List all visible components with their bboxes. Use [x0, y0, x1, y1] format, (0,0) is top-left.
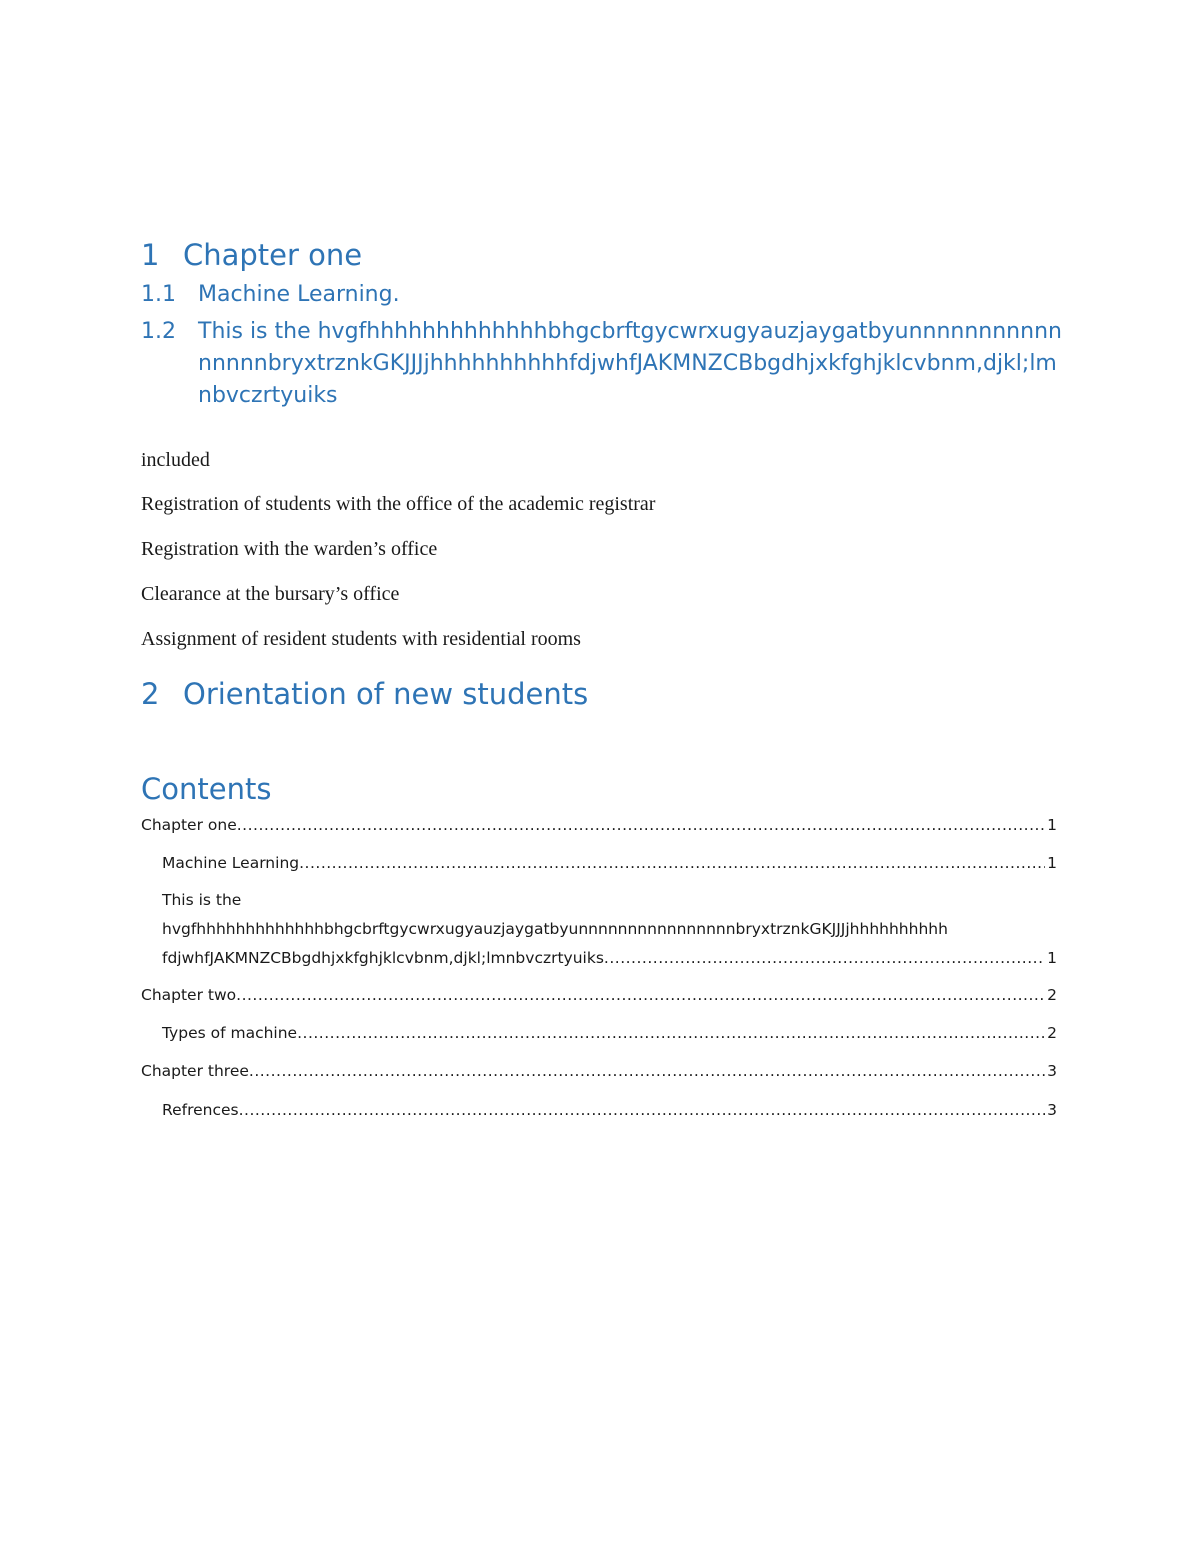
toc-entry-refrences[interactable] — [162, 1101, 1057, 1120]
toc-leader-dots — [236, 986, 1045, 1005]
heading-text: This is the hvgfhhhhhhhhhhhhhbhgcbrftgycwrxugyauzjaygatbyunnnnnnnnnnnnnnnnbryxtrznkGKJJJjhhhhhhhhhhfdjwhfJAKMNZCBbgdhjxkfghjklcvbnm,djkl;lmnbvczrtyuiks — [198, 319, 1062, 408]
paragraph-item: Assignment of resident students with residential rooms — [141, 628, 581, 650]
toc-page-number: 3 — [1047, 1062, 1057, 1080]
heading-number: 1.2 — [141, 319, 176, 344]
toc-leader-dots — [604, 949, 1045, 968]
heading-number: 1.1 — [141, 282, 176, 307]
toc-leader-dots — [239, 1101, 1046, 1120]
toc-label: Refrences — [162, 1101, 239, 1119]
toc-page-number: 2 — [1047, 1024, 1057, 1042]
toc-leader-dots — [237, 816, 1045, 835]
toc-entry-types-of-machine[interactable] — [162, 1024, 1057, 1043]
paragraph-item: Clearance at the bursary’s office — [141, 583, 400, 605]
toc-page-number: 3 — [1047, 1101, 1057, 1119]
toc-label: Chapter three — [141, 1062, 249, 1080]
heading-chapter-one — [141, 238, 362, 272]
heading-number: 1 — [141, 238, 160, 272]
toc-page-number: 1 — [1047, 854, 1057, 872]
heading-number: 2 — [141, 677, 160, 711]
heading-text: Orientation of new students — [183, 677, 589, 711]
heading-machine-learning — [141, 279, 1068, 311]
toc-label: Types of machine — [162, 1024, 298, 1042]
heading-orientation — [141, 677, 588, 711]
heading-text: Machine Learning. — [198, 282, 400, 307]
toc-label: Chapter one — [141, 816, 237, 834]
heading-text: Chapter one — [183, 238, 363, 272]
paragraph-included: included — [141, 449, 210, 471]
toc-page-number: 1 — [1047, 816, 1057, 834]
contents-title: Contents — [141, 772, 272, 806]
toc-entry-chapter-three[interactable] — [141, 1062, 1057, 1081]
toc-leader-dots — [249, 1062, 1045, 1081]
heading-this-is-the — [141, 316, 1068, 412]
toc-entry-this-is-the-line1[interactable]: This is the — [162, 891, 242, 909]
toc-entry-chapter-two[interactable] — [141, 986, 1057, 1005]
toc-page-number: 1 — [1047, 949, 1057, 967]
toc-label: fdjwhfJAKMNZCBbgdhjxkfghjklcvbnm,djkl;lmnbvczrtyuiks — [162, 949, 604, 967]
toc-leader-dots — [297, 1024, 1045, 1043]
toc-entry-this-is-the-line2[interactable]: hvgfhhhhhhhhhhhhhbhgcbrftgycwrxugyauzjaygatbyunnnnnnnnnnnnnnnnbryxtrznkGKJJJjhhhhhhhhhh — [162, 920, 948, 938]
paragraph-item: Registration of students with the office of the academic registrar — [141, 493, 656, 515]
toc-entry-machine-learning[interactable] — [162, 854, 1057, 873]
toc-label: Chapter two — [141, 986, 237, 1004]
toc-leader-dots — [299, 854, 1045, 873]
toc-page-number: 2 — [1047, 986, 1057, 1004]
paragraph-item: Registration with the warden’s office — [141, 538, 438, 560]
toc-label: Machine Learning — [162, 854, 300, 872]
toc-entry-this-is-the[interactable] — [162, 949, 1057, 968]
toc-entry-chapter-one[interactable] — [141, 816, 1057, 835]
